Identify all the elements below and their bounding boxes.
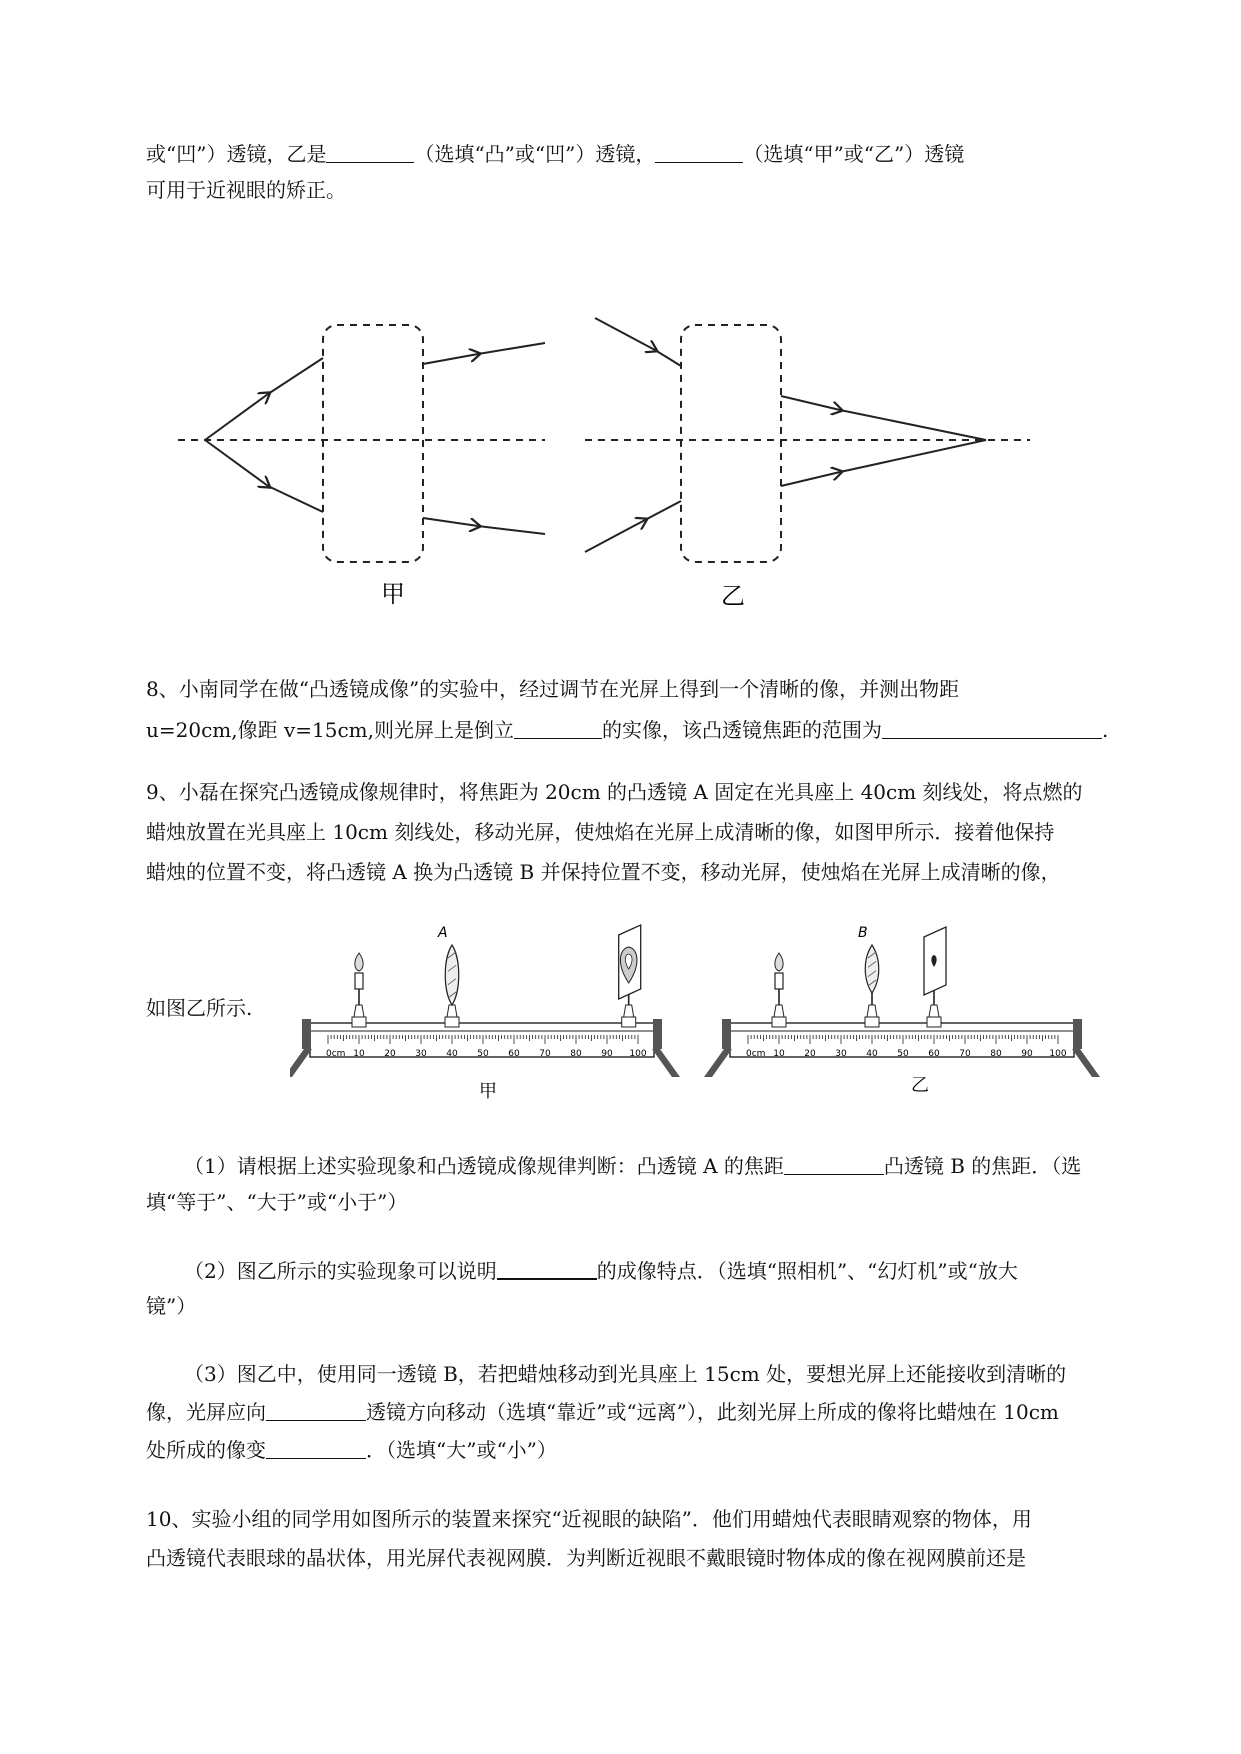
bench-end-left [302,1019,311,1049]
q7-text-c: （选填“甲”或“乙”）透镜 [743,142,965,166]
q7-text-a: 或“凹”）透镜，乙是 [146,142,327,166]
answer-blank[interactable] [266,1398,366,1421]
lens-label: B [858,925,868,941]
q9-sub3-line-2 [146,1398,1059,1426]
bench-end-right [1073,1019,1082,1049]
answer-blank[interactable] [514,716,602,739]
holder-base [622,1017,636,1027]
answer-blank[interactable] [784,1152,884,1175]
ruler-tick-label: 100 [629,1049,647,1059]
q7-line-1 [146,140,964,168]
answer-blank[interactable] [326,140,414,163]
q9-sub2-text-b: 的成像特点．（选填“照相机”、“幻灯机”或“放大 [596,1259,1018,1283]
holder-clamp [354,1005,364,1017]
q9-sub1-line-1 [184,1152,1081,1180]
q8-text-b: 的实像，该凸透镜焦距的范围为 [602,718,882,742]
bench-leg-left [704,1049,732,1077]
q8-line-1: 8、小南同学在做“凸透镜成像”的实验中，经过调节在光屏上得到一个清晰的像，并测出物距 [146,677,960,701]
ruler-tick-label: 70 [539,1049,551,1059]
q9-sub2-line-2: 镜”） [146,1294,197,1318]
holder-clamp [447,1005,457,1017]
ruler-unit-label: 0cm [746,1049,766,1059]
ruler-tick-label: 60 [928,1049,940,1059]
optical-bench-figure [290,905,1150,1105]
q9-line-1: 9、小磊在探究凸透镜成像规律时，将焦距为 20cm 的凸透镜 A 固定在光具座上 40cm 刻线处，将点燃的 [146,780,1083,804]
holder-base [352,1017,366,1027]
ruler-tick-label: 50 [477,1049,489,1059]
convex-lens-icon [445,945,459,1005]
lens-box-yi [681,325,781,562]
holder-base [445,1017,459,1027]
diagram-jia [178,325,545,562]
ruler-tick-label: 60 [508,1049,520,1059]
holder-clamp [867,1005,877,1017]
optical-bench-yi [704,925,1100,1077]
lens-ray-diagram [0,280,1241,610]
q9-sub3-text-d: 处所成的像变 [146,1438,266,1462]
holder-base [865,1017,879,1027]
bench-end-right [653,1019,662,1049]
q8-line-2 [146,716,1108,744]
q9-sub3-text-b: 像，光屏应向 [146,1400,266,1424]
candle-body [775,973,783,989]
ruler-tick-label: 80 [570,1049,582,1059]
q8-text-c: . [1102,718,1109,742]
bench-end-left [722,1019,731,1049]
q9-sub3-text-e: ．（选填“大”或“小”） [366,1438,557,1462]
holder-clamp [624,1005,634,1017]
lens-box-jia [323,325,423,562]
holder-base [772,1017,786,1027]
ruler-tick-label: 90 [601,1049,613,1059]
q7-text-b: （选填“凸”或“凹”）透镜， [414,142,656,166]
q9-sub3-line-1: （3）图乙中，使用同一透镜 B，若把蜡烛移动到光具座上 15cm 处，要想光屏上还能接收到清晰的 [184,1362,1067,1386]
lens-label: A [438,925,448,941]
ruler-tick-label: 100 [1049,1049,1067,1059]
answer-blank[interactable] [655,140,743,163]
ruler-tick-label: 20 [384,1049,396,1059]
ruler-tick-label: 10 [353,1049,365,1059]
bench-leg-right [652,1049,680,1077]
bench-leg-right [1072,1049,1100,1077]
ruler-tick-label: 70 [959,1049,971,1059]
q9-sub3-line-3 [146,1436,557,1464]
ruler-tick-label: 30 [415,1049,427,1059]
q10-line-2: 凸透镜代表眼球的晶状体，用光屏代表视网膜．为判断近视眼不戴眼镜时物体成的像在视网膜前还是 [146,1546,1026,1570]
candle-body [355,973,363,989]
bench-label-jia: 甲 [479,1081,497,1102]
ruler-tick-label: 20 [804,1049,816,1059]
ruler-tick-label: 40 [446,1049,458,1059]
bench-label-yi: 乙 [911,1075,929,1096]
holder-base [927,1017,941,1027]
bench-leg-left [290,1049,312,1077]
candle-flame-icon [355,953,363,971]
q8-text-a: u=20cm,像距 v=15cm,则光屏上是倒立 [146,718,514,742]
diagram-yi [585,318,1030,562]
ruler-tick-label: 80 [990,1049,1002,1059]
q9-sub2-line-1 [184,1256,1018,1285]
ruler-tick-label: 30 [835,1049,847,1059]
ruler-tick-label: 50 [897,1049,909,1059]
q9-line-2: 蜡烛放置在光具座上 10cm 刻线处，移动光屏，使烛焰在光屏上成清晰的像，如图甲所示．接着他保持 [146,820,1055,844]
holder-clamp [774,1005,784,1017]
ruler-tick-label: 10 [773,1049,785,1059]
holder-clamp [929,1005,939,1017]
fig-label-yi: 乙 [721,582,745,610]
answer-blank[interactable] [497,1256,597,1280]
q10-line-1: 10、实验小组的同学用如图所示的装置来探究“近视眼的缺陷”．他们用蜡烛代表眼睛观察的物体，用 [146,1507,1032,1531]
q9-sub1-text-a: （1）请根据上述实验现象和凸透镜成像规律判断：凸透镜 A 的焦距 [184,1154,784,1178]
ruler-tick-label: 40 [866,1049,878,1059]
q9-sub2-text-a: （2）图乙所示的实验现象可以说明 [184,1259,497,1283]
q9-sub3-text-c: 透镜方向移动（选填“靠近”或“远离”），此刻光屏上所成的像将比蜡烛在 10cm [366,1400,1059,1424]
answer-blank[interactable] [266,1436,366,1459]
ruler-unit-label: 0cm [326,1049,346,1059]
q9-sub1-text-b: 凸透镜 B 的焦距．（选 [883,1154,1082,1178]
answer-blank[interactable] [882,716,1102,739]
candle-flame-icon [775,953,783,971]
q9-sub1-line-2: 填“等于”、“大于”或“小于”） [146,1190,408,1214]
q9-line-3: 蜡烛的位置不变，将凸透镜 A 换为凸透镜 B 并保持位置不变，移动光屏，使烛焰在光屏上成清晰的像， [146,860,1061,884]
convex-lens-icon [865,945,879,993]
fig-label-jia: 甲 [381,580,405,608]
optical-bench-jia [290,925,680,1077]
q9-line-4: 如图乙所示. [146,996,253,1020]
ruler-tick-label: 90 [1021,1049,1033,1059]
q7-line-2: 可用于近视眼的矫正。 [146,178,346,202]
